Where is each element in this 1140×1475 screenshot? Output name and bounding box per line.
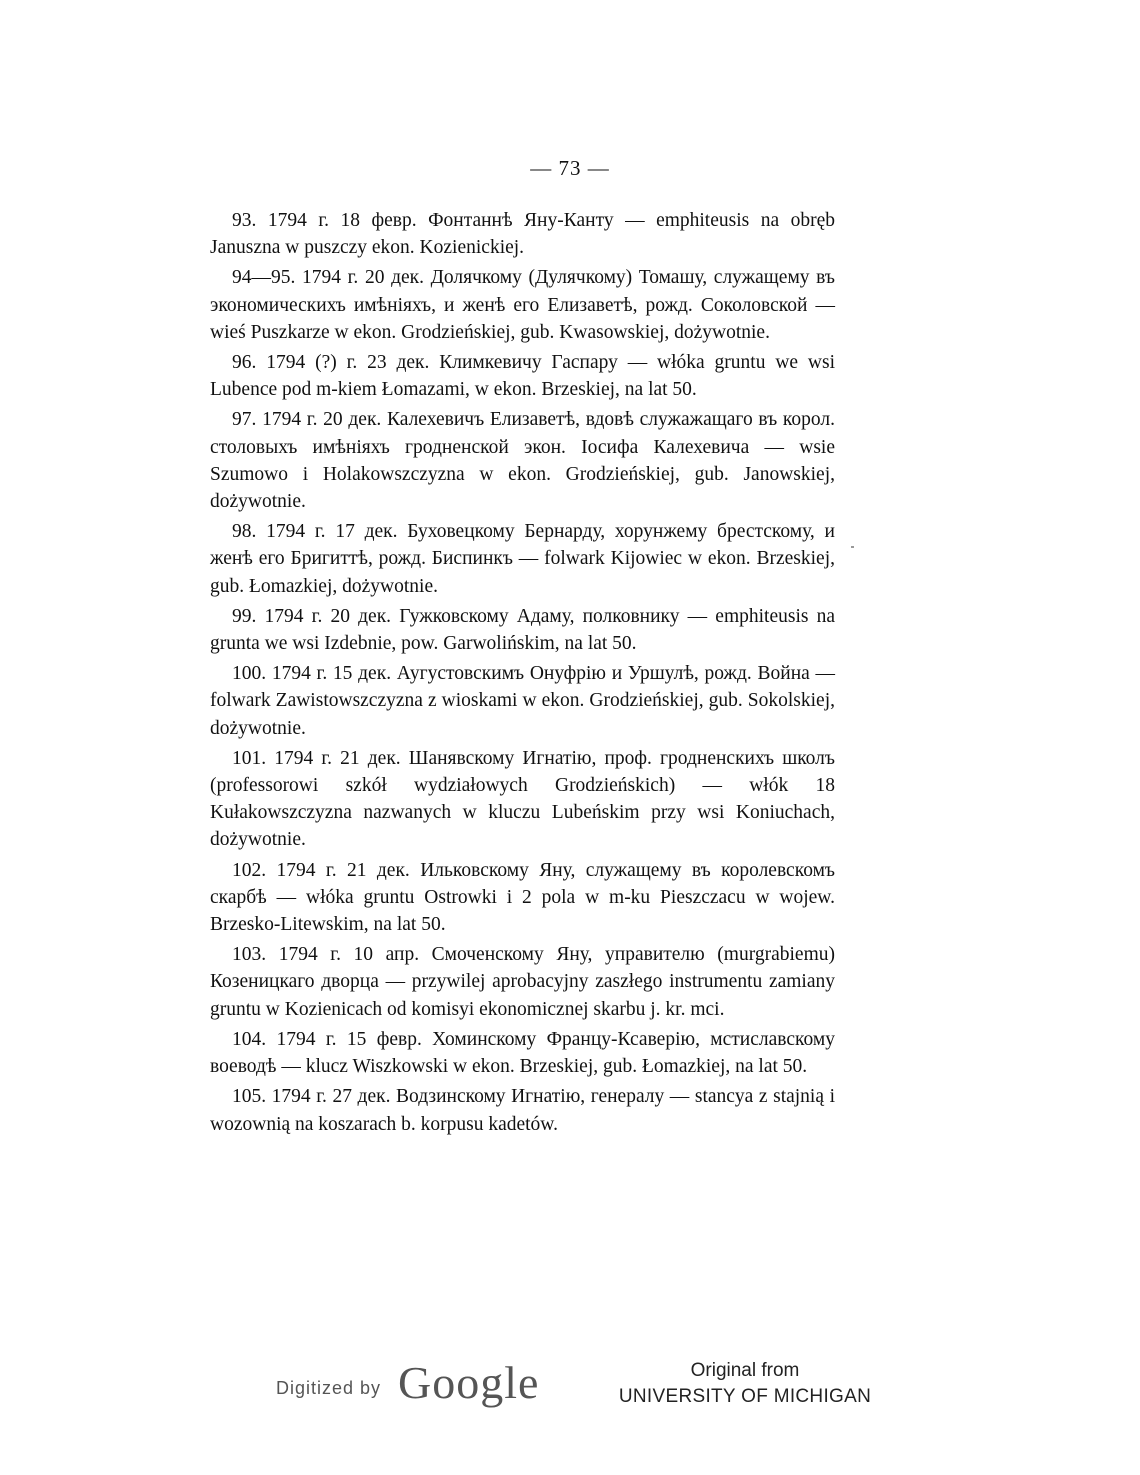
entry-105: 105. 1794 г. 27 дек. Водзинскому Игнатію, генералу — stancya z stajnią i wozownią na koszarach b. korpusu kadetów. (210, 1086, 835, 1135)
digitized-prefix: Digitized by (276, 1378, 382, 1398)
entry-100: 100. 1794 г. 15 дек. Аугустовскимъ Онуфрію и Уршулѣ, рожд. Война — folwark Zawistowszczyzna z wioskami w ekon. Grodzieńskiej, gub. Sokolskiej, dożywotnie. (210, 663, 835, 739)
entry-97: 97. 1794 г. 20 дек. Калехевичъ Елизаветѣ, вдовѣ служажащаго въ корол. столовыхъ имѣніяхъ гродненской экон. Іосифа Калехевича — wsie Szumowo i Holakowszczyzna w ekon. Grodzieńskiej, gub. Janowskiej, dożywotnie. (210, 409, 835, 513)
entry-103: 103. 1794 г. 10 апр. Смоченскому Яну, управителю (murgrabiemu) Козеницкаго дворца — przywilej aprobacyjny zaszłego instrumentu zamiany gruntu w Kozienicach od komisyi ekonomicznej skarbu j. kr. mci. (210, 944, 835, 1020)
entry-104: 104. 1794 г. 15 февр. Хоминскому Францу-Ксаверію, мстиславскому воеводѣ — klucz Wiszkowski w ekon. Brzeskiej, gub. Łomazkiej, na lat 50. (210, 1028, 835, 1078)
entry-98: 98. 1794 г. 17 дек. Буховецкому Бернарду, хорунжему брестскому, и женѣ его Бригиттѣ, рожд. Биспинкъ — folwark Kijowiec w ekon. Brzeskiej, gub. Łomazkiej, dożywotnie. (210, 521, 835, 597)
scan-speck (851, 546, 854, 548)
entry-99: 99. 1794 г. 20 дек. Гужковскому Адаму, полковнику — emphiteusis na grunta we wsi Izdebnie, pow. Garwolińskim, na lat 50. (210, 605, 835, 655)
original-source-credit (600, 1358, 890, 1410)
google-logo: Google (398, 1357, 540, 1408)
entry-list (210, 207, 835, 1141)
entry-94-95: 94—95. 1794 г. 20 дек. Долячкому (Дулячкому) Томашу, служащему въ экономическихъ имѣніяхъ, и женѣ его Елизаветѣ, рожд. Соколовской — wieś Puszkarze w ekon. Grodzieńskiej, gub. Kwasowskiej, dożywotnie. (210, 267, 835, 343)
entry-96: 96. 1794 (?) г. 23 дек. Климкевичу Гаспару — włóka gruntu we wsi Lubence pod m-kiem Łomazami, w ekon. Brzeskiej, na lat 50. (210, 352, 835, 401)
digitized-by-watermark (270, 1356, 550, 1416)
original-from-label: Original from (690, 1360, 800, 1381)
entry-102: 102. 1794 г. 21 дек. Ильковскому Яну, служащему въ королевскомъ скарбѣ — włóka gruntu Ostrowki i 2 pola w m-ku Pieszczacu w wojew. Brzesko-Litewskim, na lat 50. (210, 859, 835, 936)
entry-93: 93. 1794 г. 18 февр. Фонтаннѣ Яну-Канту — emphiteusis na obręb Januszna w puszczy ekon. Kozienickiej. (210, 210, 835, 259)
page-number: — 73 — (530, 156, 610, 180)
university-name: UNIVERSITY OF MICHIGAN (618, 1386, 872, 1407)
entry-101: 101. 1794 г. 21 дек. Шанявскому Игнатію, проф. гродненскихъ школъ (professorowi szkół wydziałowych Grodzieńskich) — włók 18 Kułakowszczyzna nazwanych w kluczu Lubeńskim przy wsi Koniuchach, dożywotnie. (210, 747, 835, 851)
